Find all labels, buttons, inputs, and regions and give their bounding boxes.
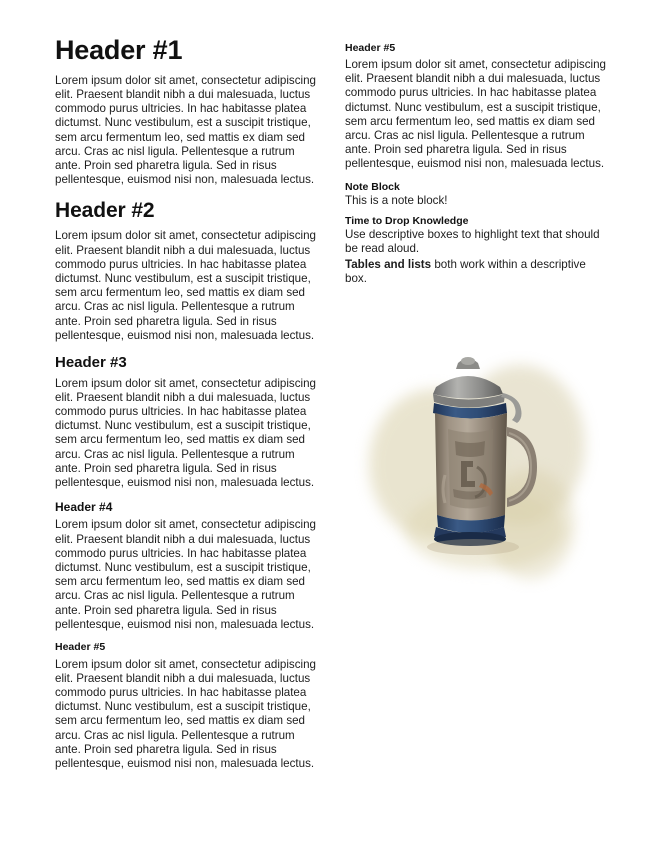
descriptive-box-emphasis: Tables and lists bbox=[345, 258, 432, 272]
paragraph-2: Lorem ipsum dolor sit amet, consectetur adipiscing elit. Praesent blandit nibh a dui malesuada, luctus commodo purus ultricies. In hac habitasse platea dictumst. Nunc vestibulum, est a suscipit tristique, sem arcu fermentum leo, sed mattis ex diam sed arcu. Cras ac nisl ligula. Pellentesque a rutrum ante. Proin sed pharetra ligula. Sed in risus pellentesque, euismod nisi non, malesuada lectus. bbox=[55, 229, 316, 342]
note-block-text: This is a note block! bbox=[345, 193, 448, 207]
beer-stein-illustration bbox=[345, 339, 607, 599]
header-3: Header #3 bbox=[55, 354, 127, 372]
paragraph-3: Lorem ipsum dolor sit amet, consectetur adipiscing elit. Praesent blandit nibh a dui malesuada, luctus commodo purus ultricies. In hac habitasse platea dictumst. Nunc vestibulum, est a suscipit tristique, sem arcu fermentum leo, sed mattis ex diam sed arcu. Cras ac nisl ligula. Pellentesque a rutrum ante. Proin sed pharetra ligula. Sed in risus pellentesque, euismod nisi non, malesuada lectus. bbox=[55, 376, 316, 489]
header-1: Header #1 bbox=[55, 35, 183, 65]
right-paragraph: Lorem ipsum dolor sit amet, consectetur adipiscing elit. Praesent blandit nibh a dui malesuada, luctus commodo purus ultricies. In hac habitasse platea dictumst. Nunc vestibulum, est a suscipit tristique, sem arcu fermentum leo, sed mattis ex diam sed arcu. Cras ac nisl ligula. Pellentesque a rutrum ante. Proin sed pharetra ligula. Sed in risus pellentesque, euismod nisi non, malesuada lectus. bbox=[345, 58, 606, 171]
paragraph-4: Lorem ipsum dolor sit amet, consectetur adipiscing elit. Praesent blandit nibh a dui malesuada, luctus commodo purus ultricies. In hac habitasse platea dictumst. Nunc vestibulum, est a suscipit tristique, sem arcu fermentum leo, sed mattis ex diam sed arcu. Cras ac nisl ligula. Pellentesque a rutrum ante. Proin sed pharetra ligula. Sed in risus pellentesque, euismod nisi non, malesuada lectus. bbox=[55, 518, 316, 631]
header-2: Header #2 bbox=[55, 199, 155, 223]
header-5: Header #5 bbox=[55, 640, 106, 653]
descriptive-box-title: Time to Drop Knowledge bbox=[345, 214, 469, 227]
right-column bbox=[345, 36, 607, 814]
right-header-5: Header #5 bbox=[345, 42, 396, 54]
descriptive-box-text: Use descriptive boxes to highlight text that should be read aloud. bbox=[345, 227, 600, 256]
beer-stein-icon bbox=[403, 349, 553, 584]
header-4: Header #4 bbox=[55, 500, 113, 515]
left-column bbox=[55, 36, 317, 814]
paragraph-5: Lorem ipsum dolor sit amet, consectetur adipiscing elit. Praesent blandit nibh a dui malesuada, luctus commodo purus ultricies. In hac habitasse platea dictumst. Nunc vestibulum, est a suscipit tristique, sem arcu fermentum leo, sed mattis ex diam sed arcu. Cras ac nisl ligula. Pellentesque a rutrum ante. Proin sed pharetra ligula. Sed in risus pellentesque, euismod nisi non, malesuada lectus. bbox=[55, 657, 316, 770]
descriptive-box-emphasis-rest: both work within a descriptive box. bbox=[345, 258, 586, 286]
paragraph-1: Lorem ipsum dolor sit amet, consectetur adipiscing elit. Praesent blandit nibh a dui malesuada, luctus commodo purus ultricies. In hac habitasse platea dictumst. Nunc vestibulum, est a suscipit tristique, sem arcu fermentum leo, sed mattis ex diam sed arcu. Cras ac nisl ligula. Pellentesque a rutrum ante. Proin sed pharetra ligula. Sed in risus pellentesque, euismod nisi non, malesuada lectus. bbox=[55, 73, 316, 187]
note-block-title: Note Block bbox=[345, 180, 400, 193]
descriptive-box-emphasis-line bbox=[345, 258, 607, 286]
